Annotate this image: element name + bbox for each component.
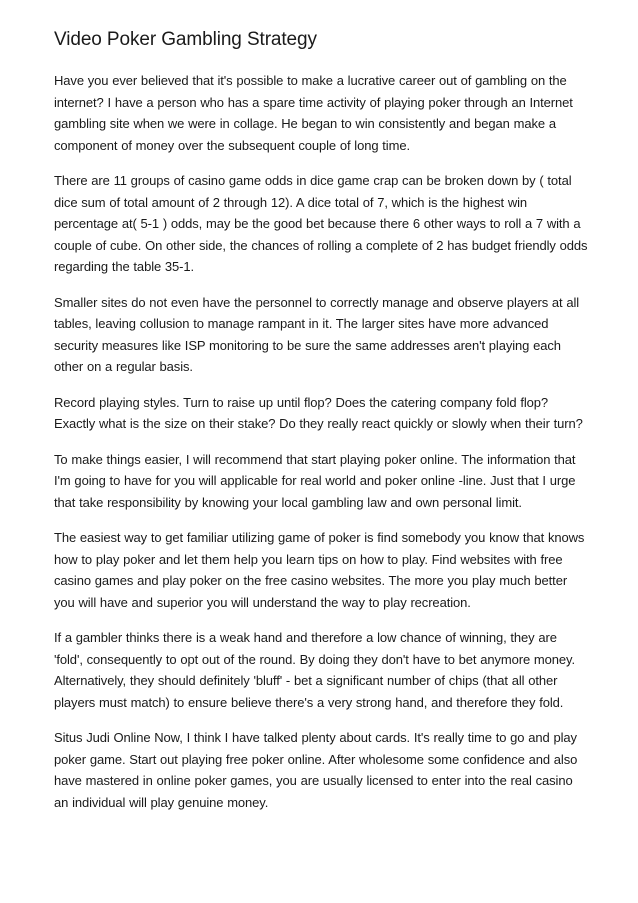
document-title: Video Poker Gambling Strategy <box>54 29 317 50</box>
paragraph-8: Situs Judi Online Now, I think I have talked plenty about cards. It's really time to go and play poker game. Start out playing free poker online. After wholesome some confidence and also have mastered in online poker games, you are usually licensed to enter into the real casino an individual will play genuine money. <box>54 730 578 810</box>
paragraph-6: The easiest way to get familiar utilizing game of poker is find somebody you know that knows how to play poker and let them help you learn tips on how to play. Find websites with free casino games and play poker on the free casino websites. The more you play much better you will have and superior you will understand the way to play recreation. <box>54 530 585 610</box>
paragraph-5: To make things easier, I will recommend that start playing poker online. The information that I'm going to have for you will applicable for real world and poker online -line. Just that I urge that take responsibility by knowing your local gambling law and own personal limit. <box>54 451 576 510</box>
paragraph-3: Smaller sites do not even have the personnel to correctly manage and observe players at all tables, leaving collusion to manage rampant in it. The larger sites have more advanced security measures like ISP monitoring to be sure the same addresses aren't playing each other on a regular basis. <box>54 294 580 374</box>
paragraph-1: Have you ever believed that it's possible to make a lucrative career out of gambling on the internet? I have a person who has a spare time activity of playing poker through an Internet gambling site when we were in collage. He began to win consistently and began make a component of money over the subsequent couple of long time. <box>54 73 573 153</box>
paragraph-2: There are 11 groups of casino game odds in dice game crap can be broken down by ( total dice sum of total amount of 2 through 12). A dice total of 7, which is the highest win percentage at( 5-1 ) odds, may be the good bet because there 6 other ways to roll a 7 with a couple of cube. On other side, the chances of rolling a complete of 2 has budget friendly odds regarding the table 35-1. <box>54 173 588 274</box>
paragraph-4: Record playing styles. Turn to raise up until flop? Does the catering company fold flop? Exactly what is the size on their stake? Do they really react quickly or slowly when their turn? <box>54 394 583 431</box>
paragraph-7: If a gambler thinks there is a weak hand and therefore a low chance of winning, they are 'fold', consequently to opt out of the round. By doing they don't have to bet anymore money. Alternatively, they should definitely 'bluff' - bet a significant number of chips (that all other players must match) to ensure believe there's a very strong hand, and therefore they fold. <box>54 630 575 710</box>
